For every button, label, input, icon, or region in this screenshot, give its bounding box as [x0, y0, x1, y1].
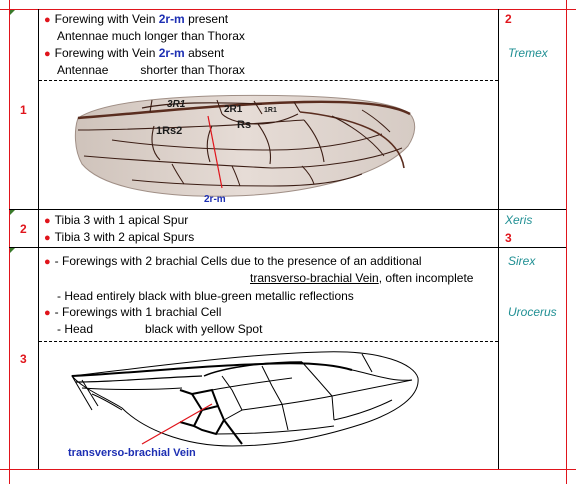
couplet1-lead-a-line1: ● Forewing with Vein 2r-m present	[44, 12, 229, 26]
svg-text:2r-m: 2r-m	[204, 194, 226, 205]
couplet3-result-genus-a[interactable]: Sirex	[508, 254, 536, 268]
svg-text:1R1: 1R1	[264, 107, 277, 114]
svg-text:1Rs2: 1Rs2	[156, 125, 183, 137]
svg-text:2R1: 2R1	[224, 104, 243, 115]
couplet2-result-genus[interactable]: Xeris	[505, 213, 533, 227]
couplet1-lead-b-line1: ● Forewing with Vein 2r-m absent	[44, 46, 225, 60]
couplet3-lead-b-line2: - Head black with yellow Spot	[57, 322, 263, 336]
col-divider-left	[38, 9, 39, 469]
couplet2-lead-b: ● Tibia 3 with 2 apical Spurs	[44, 230, 195, 244]
row-divider-2	[9, 247, 566, 248]
forewing-figure-vein-2rm	[72, 90, 418, 206]
couplet1-result-genus[interactable]: Tremex	[508, 46, 548, 60]
couplet1-lead-a-line2: Antennae much longer than Thorax	[57, 29, 245, 43]
couplet2-lead-a: ● Tibia 3 with 1 apical Spur	[44, 213, 189, 227]
couplet-number-2: 2	[20, 222, 27, 236]
couplet3-dash-divider	[39, 341, 498, 342]
svg-text:transverso-brachial Vein: transverso-brachial Vein	[68, 447, 196, 459]
bottom-border-line	[0, 469, 576, 470]
row-divider-1	[9, 209, 566, 210]
right-border-line	[566, 0, 567, 484]
bullet-icon: ●	[44, 14, 51, 26]
top-border-line	[0, 9, 576, 10]
row-marker-2	[10, 210, 15, 215]
svg-text:Rs: Rs	[237, 119, 252, 131]
couplet2-goto[interactable]: 3	[505, 231, 512, 245]
couplet3-lead-a-line2: transverso-brachial Vein, often incomplete	[250, 271, 474, 285]
couplet1-lead-b-line2: Antennae shorter than Thorax	[57, 63, 245, 77]
row-marker-3	[10, 248, 15, 253]
couplet-number-3: 3	[20, 352, 27, 366]
couplet-number-1: 1	[20, 103, 27, 117]
couplet1-dash-divider	[39, 80, 498, 81]
bullet-icon: ●	[44, 307, 51, 319]
svg-text:3R1: 3R1	[167, 99, 186, 110]
couplet3-result-genus-b[interactable]: Urocerus	[508, 305, 557, 319]
forewing-figure-transverso-brachial	[62, 346, 424, 462]
couplet3-lead-b-line1: ● - Forewings with 1 brachial Cell	[44, 305, 222, 319]
bullet-icon: ●	[44, 48, 51, 60]
left-border-line	[9, 0, 10, 484]
bullet-icon: ●	[44, 256, 51, 268]
row-marker-1	[10, 10, 15, 15]
bullet-icon: ●	[44, 215, 51, 227]
couplet3-lead-a-line1: ● - Forewings with 2 brachial Cells due to the presence of an additional	[44, 254, 422, 268]
bullet-icon: ●	[44, 232, 51, 244]
couplet1-goto[interactable]: 2	[505, 12, 512, 26]
couplet3-lead-a-line3: - Head entirely black with blue-green metallic reflections	[57, 289, 354, 303]
col-divider-right	[498, 9, 499, 469]
